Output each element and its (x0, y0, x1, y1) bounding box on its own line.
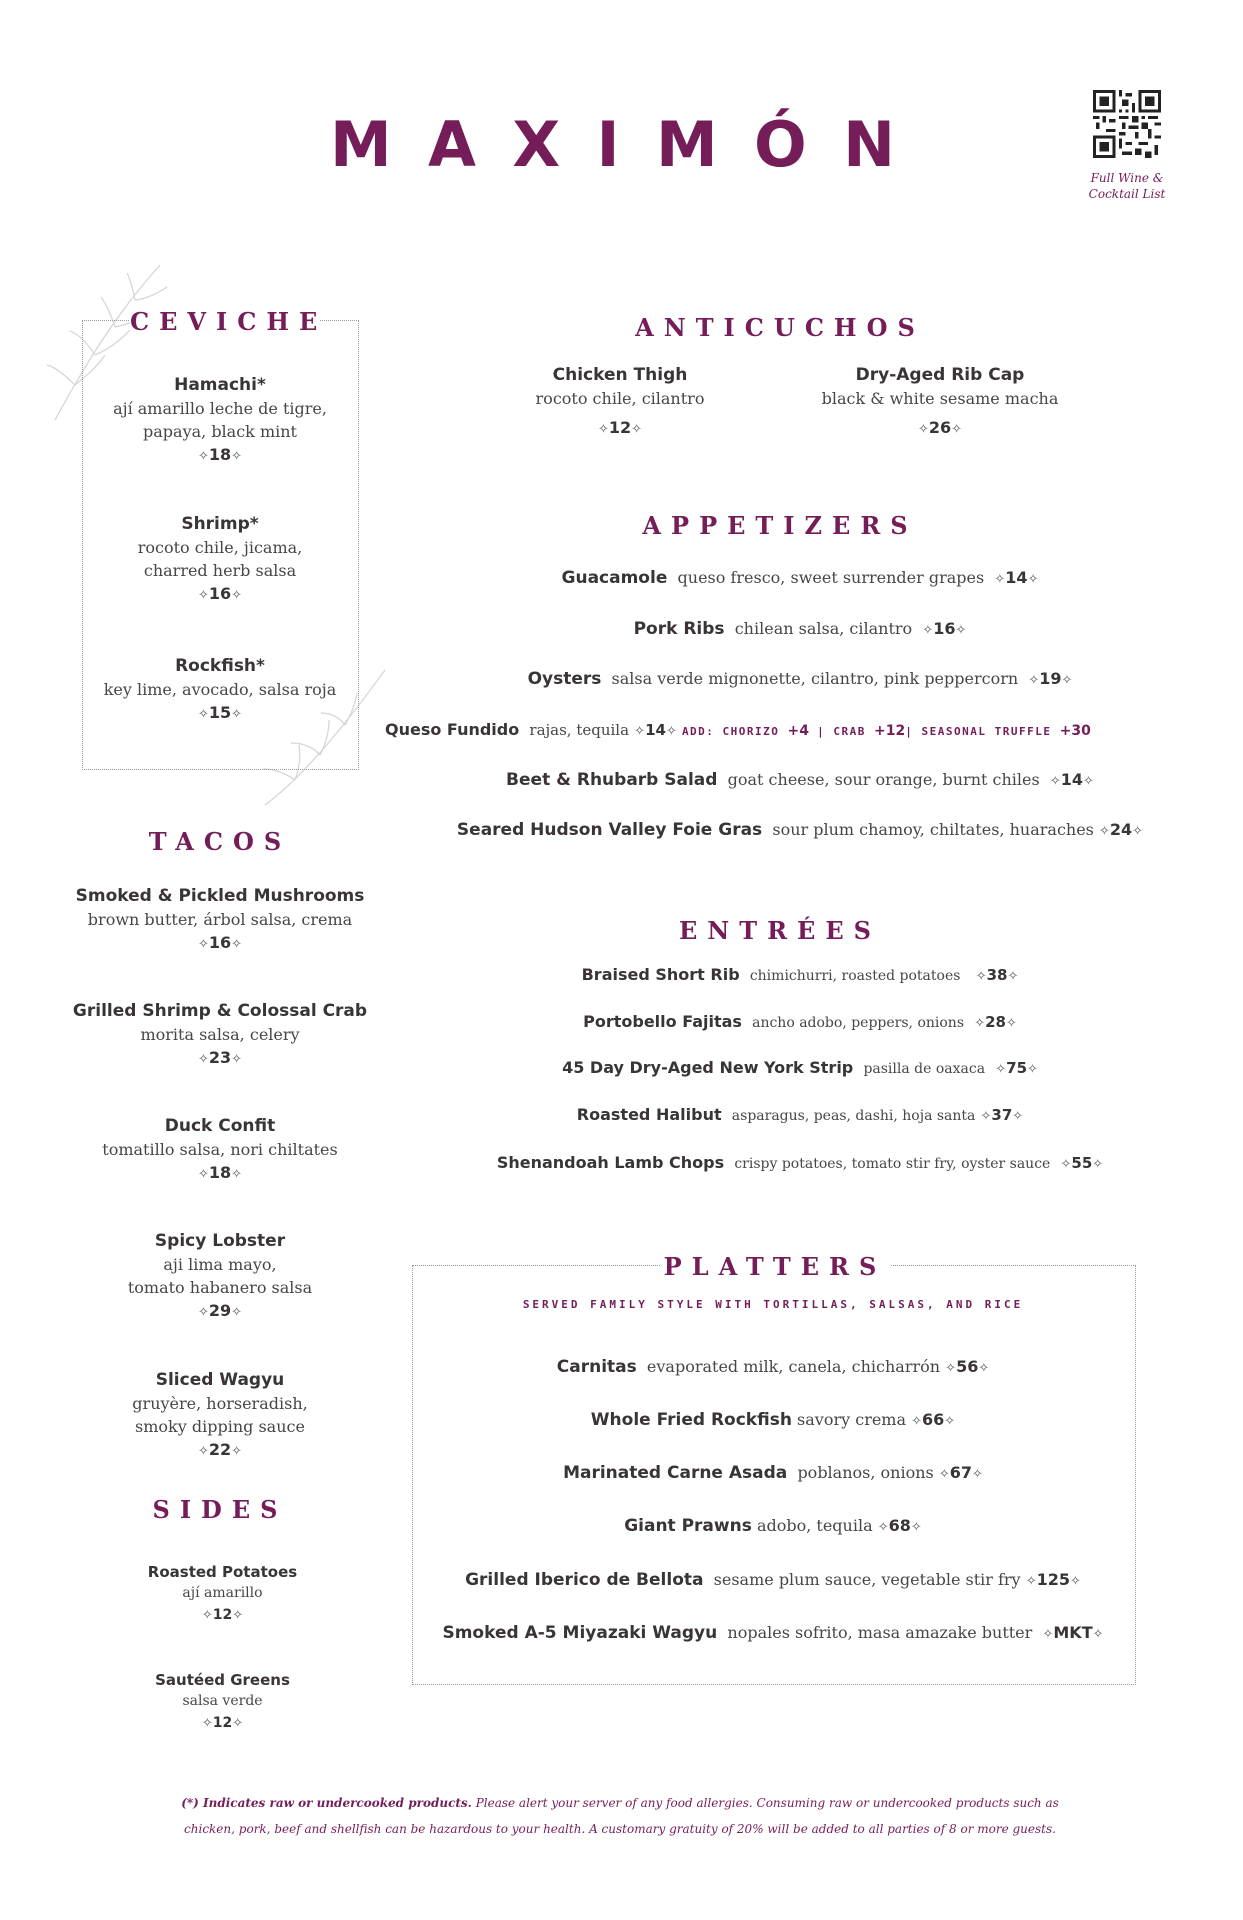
menu-item: Braised Short Rib chimichurri, roasted potatoes ✧38✧ (581, 965, 1019, 984)
logo-letter: X (512, 108, 561, 181)
diamond-ornament: ✧ (1042, 1627, 1054, 1642)
menu-item: Hamachi* ají amarillo leche de tigre, papaya, black mint ✧18✧ (113, 375, 327, 464)
tacos-title: TACOS (148, 827, 292, 856)
diamond-ornament: ✧ (972, 1467, 983, 1482)
diamond-ornament: ✧ (231, 449, 243, 464)
diamond-ornament: ✧ (911, 1414, 923, 1429)
diamond-ornament: ✧ (917, 422, 929, 437)
diamond-ornament: ✧ (231, 1305, 243, 1320)
menu-item: Spicy Lobster aji lima mayo, tomato habanero salsa ✧29✧ (127, 1231, 313, 1320)
diamond-ornament: ✧ (1092, 1627, 1104, 1642)
diamond-ornament: ✧ (634, 724, 646, 739)
diamond-ornament: ✧ (197, 937, 209, 952)
menu-item: Dry-Aged Rib Cap black & white sesame macha ✧26✧ (821, 365, 1059, 437)
diamond-ornament: ✧ (231, 707, 243, 722)
menu-item: Oysters salsa verde mignonette, cilantro, pink peppercorn ✧19✧ (527, 669, 1073, 689)
diamond-ornament: ✧ (197, 449, 209, 464)
diamond-ornament: ✧ (1070, 1574, 1081, 1589)
sides-title: SIDES (152, 1495, 288, 1524)
diamond-ornament: ✧ (978, 1361, 990, 1376)
logo-letter: M (330, 108, 392, 181)
diamond-ornament: ✧ (974, 1016, 986, 1031)
diamond-ornament: ✧ (980, 1109, 992, 1124)
diamond-ornament: ✧ (1025, 1574, 1037, 1589)
diamond-ornament: ✧ (1028, 673, 1040, 688)
menu-item: Whole Fried Rockfish savory crema ✧66✧ (590, 1410, 956, 1430)
menu-item: Roasted Halibut asparagus, peas, dashi, hoja santa ✧37✧ (576, 1105, 1024, 1124)
logo-letter: I (596, 108, 620, 181)
diamond-ornament: ✧ (201, 1716, 213, 1731)
appetizers-title: APPETIZERS (642, 511, 918, 540)
menu-item: Shenandoah Lamb Chops crispy potatoes, tomato stir fry, oyster sauce ✧55✧ (496, 1153, 1104, 1172)
diamond-ornament: ✧ (975, 969, 987, 984)
diamond-ornament: ✧ (1027, 572, 1039, 587)
diamond-ornament: ✧ (197, 1305, 209, 1320)
menu-item: Grilled Shrimp & Colossal Crab morita salsa, celery ✧23✧ (72, 1001, 368, 1067)
diamond-ornament: ✧ (951, 422, 963, 437)
diamond-ornament: ✧ (994, 572, 1006, 587)
diamond-ornament: ✧ (197, 1444, 209, 1459)
menu-item: Rockfish* key lime, avocado, salsa roja ✧15✧ (103, 656, 337, 722)
diamond-ornament: ✧ (1027, 1062, 1038, 1077)
menu-item: Sautéed Greens salsa verde ✧12✧ (155, 1671, 290, 1731)
menu-item: Marinated Carne Asada poblanos, onions ✧67✧ (563, 1463, 983, 1483)
restaurant-logo (330, 108, 930, 181)
anticuchos-title: ANTICUCHOS (635, 313, 925, 342)
menu-item: Sliced Wagyu gruyère, horseradish, smoky dipping sauce ✧22✧ (132, 1370, 308, 1459)
diamond-ornament: ✧ (597, 422, 609, 437)
diamond-ornament: ✧ (922, 623, 934, 638)
menu-item: 45 Day Dry-Aged New York Strip pasilla de oaxaca ✧75✧ (562, 1058, 1038, 1077)
diamond-ornament: ✧ (197, 707, 209, 722)
diamond-ornament: ✧ (232, 1608, 244, 1623)
diamond-ornament: ✧ (995, 1062, 1007, 1077)
menu-item: Queso Fundido rajas, tequila ✧14✧ ADD: CHORIZO +4 | CRAB +12| SEASONAL TRUFFLE +30 (385, 720, 1091, 739)
menu-item: Shrimp* rocoto chile, jicama, charred herb salsa ✧16✧ (137, 514, 303, 603)
diamond-ornament: ✧ (938, 1467, 950, 1482)
qr-code-icon[interactable] (1093, 90, 1161, 158)
entrees-title: ENTRÉES (679, 916, 881, 945)
platters-subtitle: SERVED FAMILY STYLE WITH TORTILLAS, SALSAS, AND RICE (522, 1298, 1024, 1311)
allergy-disclaimer: (*) Indicates raw or undercooked products. Please alert your server of any food allergies. Consuming raw or undercooked products such as chicken, pork, beef and shellfish can be hazardous to your health. A customary gratuity of 20% will be added to all parties of 8 or more guests. (181, 1796, 1059, 1836)
diamond-ornament: ✧ (1007, 969, 1019, 984)
menu-item: Seared Hudson Valley Foie Gras sour plum chamoy, chiltates, huaraches ✧24✧ (456, 820, 1144, 840)
menu-item: Pork Ribs chilean salsa, cilantro ✧16✧ (633, 619, 967, 639)
addon-options: ADD: CHORIZO +4 | CRAB +12| SEASONAL TRUFFLE +30 (681, 723, 1091, 739)
menu-item: Portobello Fajitas ancho adobo, peppers, onions ✧28✧ (583, 1012, 1017, 1031)
menu-item: Grilled Iberico de Bellota sesame plum sauce, vegetable stir fry ✧125✧ (465, 1570, 1081, 1590)
platters-title: PLATTERS (660, 1252, 890, 1281)
diamond-ornament: ✧ (1005, 1016, 1017, 1031)
diamond-ornament: ✧ (1098, 824, 1110, 839)
menu-item: Beet & Rhubarb Salad goat cheese, sour orange, burnt chiles ✧14✧ (506, 770, 1094, 790)
menu-item: Chicken Thigh rocoto chile, cilantro ✧12✧ (535, 365, 705, 437)
diamond-ornament: ✧ (197, 588, 209, 603)
diamond-ornament: ✧ (955, 623, 967, 638)
diamond-ornament: ✧ (201, 1608, 213, 1623)
diamond-ornament: ✧ (231, 1167, 243, 1182)
diamond-ornament: ✧ (910, 1520, 922, 1535)
diamond-ornament: ✧ (231, 1052, 243, 1067)
menu-item: Smoked A-5 Miyazaki Wagyu nopales sofrito, masa amazake butter ✧MKT✧ (442, 1623, 1104, 1643)
diamond-ornament: ✧ (231, 1444, 243, 1459)
logo-letter: N (843, 108, 895, 181)
ceviche-title: CEVICHE (130, 307, 328, 336)
diamond-ornament: ✧ (1092, 1157, 1104, 1172)
logo-letter: Ó (754, 108, 807, 181)
diamond-ornament: ✧ (197, 1052, 209, 1067)
diamond-ornament: ✧ (631, 422, 643, 437)
menu-item: Carnitas evaporated milk, canela, chicharrón ✧56✧ (556, 1357, 990, 1377)
menu-item: Guacamole queso fresco, sweet surrender grapes ✧14✧ (561, 568, 1039, 588)
diamond-ornament: ✧ (1132, 824, 1144, 839)
diamond-ornament: ✧ (1061, 673, 1073, 688)
diamond-ornament: ✧ (231, 588, 243, 603)
diamond-ornament: ✧ (944, 1414, 956, 1429)
diamond-ornament: ✧ (1012, 1109, 1024, 1124)
menu-item: Smoked & Pickled Mushrooms brown butter, árbol salsa, crema ✧16✧ (75, 886, 365, 952)
diamond-ornament: ✧ (232, 1716, 244, 1731)
diamond-ornament: ✧ (197, 1167, 209, 1182)
diamond-ornament: ✧ (665, 724, 677, 739)
diamond-ornament: ✧ (945, 1361, 957, 1376)
diamond-ornament: ✧ (231, 937, 243, 952)
menu-item: Roasted Potatoes ají amarillo ✧12✧ (147, 1563, 298, 1623)
logo-letter: M (655, 108, 718, 181)
menu-item: Duck Confit tomatillo salsa, nori chiltates ✧18✧ (102, 1116, 338, 1182)
diamond-ornament: ✧ (1083, 774, 1094, 789)
logo-letter: A (428, 108, 477, 181)
diamond-ornament: ✧ (1049, 774, 1061, 789)
diamond-ornament: ✧ (877, 1520, 889, 1535)
diamond-ornament: ✧ (1060, 1157, 1072, 1172)
menu-item: Giant Prawns adobo, tequila ✧68✧ (624, 1516, 922, 1536)
qr-caption: Full Wine & Cocktail List (1088, 171, 1166, 201)
